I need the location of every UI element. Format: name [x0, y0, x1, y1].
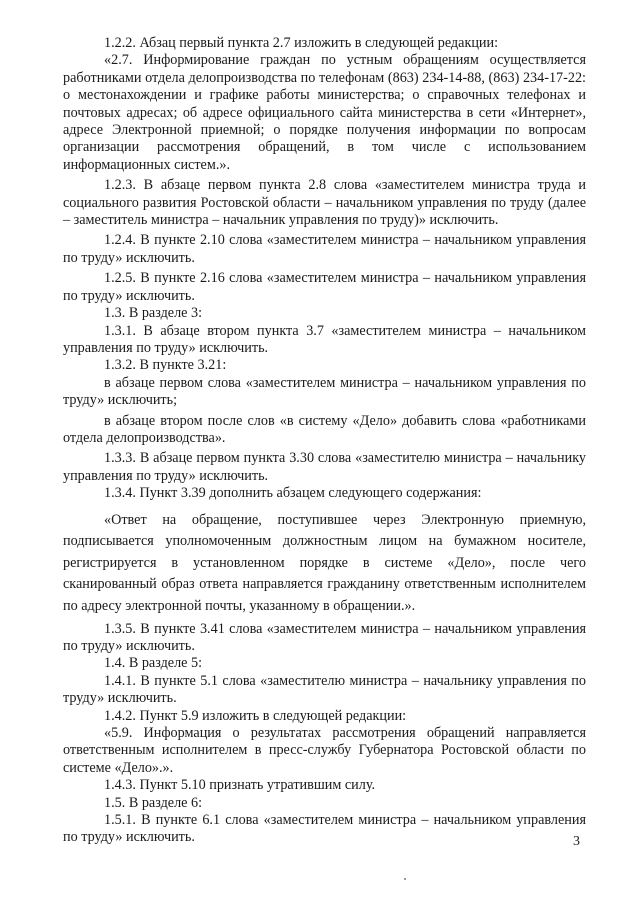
- paragraph-quote-3-39: «Ответ на обращение, поступившее через Электронную приемную, подписывается уполномоченным должностным лицом на бумажном носителе, регистрируется в установленном порядке в системе «Дело», после чего сканированный образ ответа направляется гражданину ответственным исполнителем по адресу электронной почты, указанному в обращении.».: [63, 511, 586, 614]
- paragraph-1-4-2: 1.4.2. Пункт 5.9 изложить в следующей редакции:: [104, 707, 407, 724]
- paragraph-1-3-1: 1.3.1. В абзаце втором пункта 3.7 «заместителем министра – начальником управления по труду» исключить.: [63, 322, 586, 356]
- paragraph-1-4-3: 1.4.3. Пункт 5.10 признать утратившим силу.: [104, 777, 376, 794]
- paragraph-1-3-4: 1.3.4. Пункт 3.39 дополнить абзацем следующего содержания:: [104, 485, 482, 502]
- paragraph-1-5: 1.5. В разделе 6:: [104, 794, 203, 811]
- paragraph-1-5-1: 1.5.1. В пункте 6.1 слова «заместителем министра – начальником управления по труду» исключить.: [63, 812, 586, 846]
- paragraph-1-3-3: 1.3.3. В абзаце первом пункта 3.30 слова «заместителю министра – начальнику управления по труду» исключить.: [63, 450, 586, 484]
- scan-speck: [404, 878, 406, 880]
- paragraph-1-3: 1.3. В разделе 3:: [104, 305, 203, 322]
- paragraph-1-2-2: 1.2.2. Абзац первый пункта 2.7 изложить в следующей редакции:: [104, 35, 499, 51]
- paragraph-1-3-2: 1.3.2. В пункте 3.21:: [104, 357, 227, 374]
- paragraph-quote-2-7: «2.7. Информирование граждан по устным обращениям осуществляется работниками отдела делопроизводства по телефонам (863) 234-14-88, (863) 234-17-22: о местонахождении и графике работы министерства; о справочных телефонах и почтовых адресах; об адресе официального сайта министерства в сети «Интернет», адресе Электронной приемной; о порядке получения информации по вопросам организации рассмотрения обращений, в том числе с использованием информационных систем.».: [63, 52, 586, 173]
- paragraph-quote-5-9: «5.9. Информация о результатах рассмотрения обращений направляется ответственным исполнителем в пресс-службу Губернатора Ростовской области по системе «Дело».».: [63, 724, 586, 776]
- paragraph-1-3-5: 1.3.5. В пункте 3.41 слова «заместителем министра – начальником управления по труду» исключить.: [63, 620, 586, 654]
- paragraph-1-2-4: 1.2.4. В пункте 2.10 слова «заместителем министра – начальником управления по труду» исключить.: [63, 232, 586, 266]
- paragraph-1-4: 1.4. В разделе 5:: [104, 655, 203, 672]
- paragraph-1-2-3: 1.2.3. В абзаце первом пункта 2.8 слова «заместителем министра труда и социального развития Ростовской области – начальником управления по труду (далее – заместитель министра – начальник управления по труду)» исключить.: [63, 177, 586, 229]
- paragraph-3-21-second: в абзаце втором после слов «в систему «Дело» добавить слова «работниками отдела делопроизводства».: [63, 412, 586, 446]
- paragraph-1-2-5: 1.2.5. В пункте 2.16 слова «заместителем министра – начальником управления по труду» исключить.: [63, 270, 586, 304]
- paragraph-3-21-first: в абзаце первом слова «заместителем министра – начальником управления по труду» исключить;: [63, 374, 586, 409]
- page-number: 3: [573, 834, 580, 849]
- document-body: [63, 35, 586, 847]
- paragraph-1-4-1: 1.4.1. В пункте 5.1 слова «заместителю министра – начальнику управления по труду» исключить.: [63, 672, 586, 707]
